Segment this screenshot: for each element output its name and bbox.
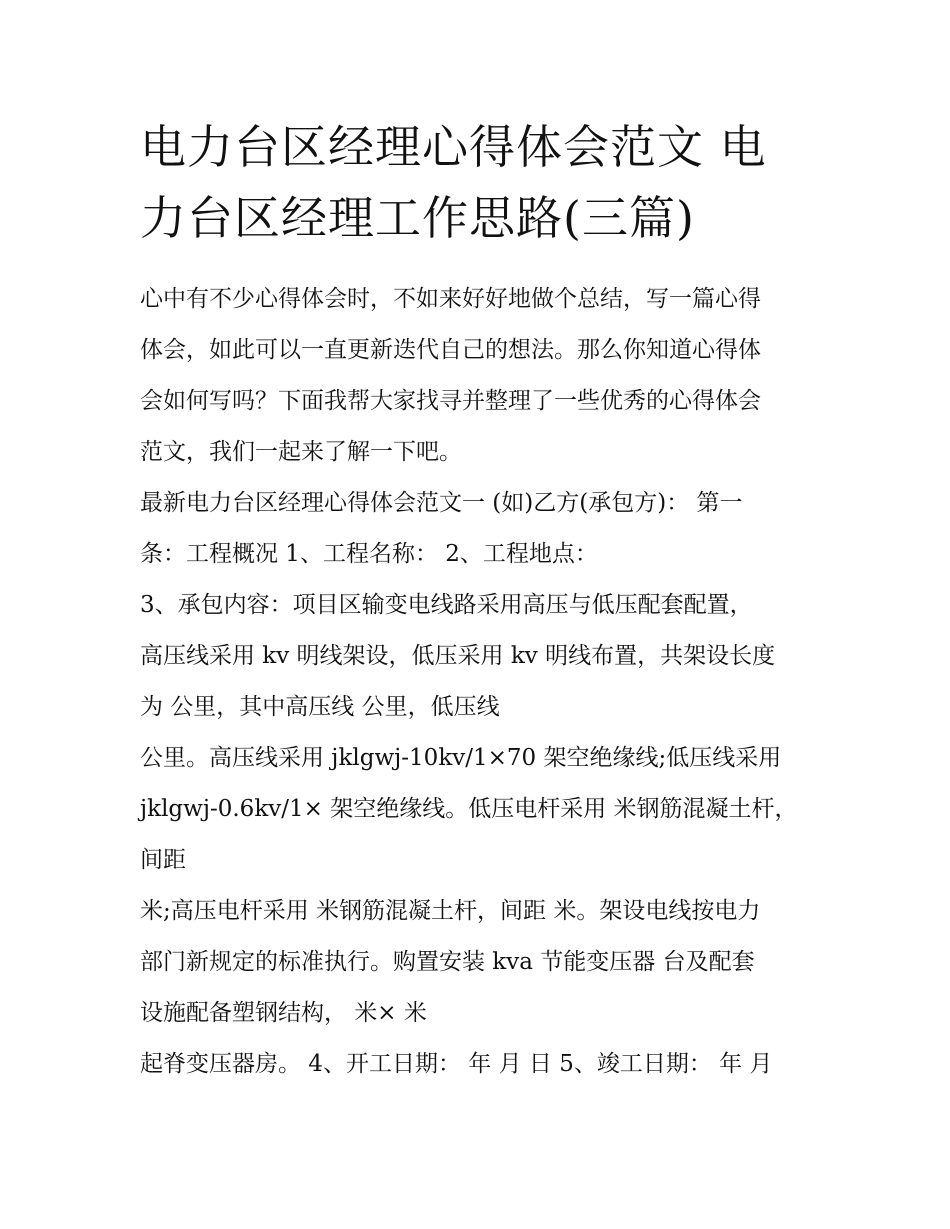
body-line: 公里。高压线采用 jklgwj-10kv/1×70 架空绝缘线;低压线采用	[140, 745, 782, 771]
body-line: 部门新规定的标准执行。购置安装 kva 节能变压器 台及配套	[140, 949, 755, 975]
body-line: 设施配备塑钢结构， 米× 米	[140, 1000, 427, 1026]
body-line: 条：工程概况 1、工程名称： 2、工程地点：	[140, 541, 598, 567]
body-line: 心中有不少心得体会时，不如来好好地做个总结，写一篇心得	[140, 286, 761, 312]
title-line-1: 电力台区经理心得体会范文 电	[140, 120, 767, 174]
body-line: 间距	[140, 847, 186, 873]
body-line: 高压线采用 kv 明线架设，低压采用 kv 明线布置，共架设长度	[140, 643, 776, 669]
body-line: 为 公里，其中高压线 公里，低压线	[140, 694, 500, 720]
title-line-2: 力台区经理工作思路(三篇)	[140, 191, 695, 245]
body-line: 范文，我们一起来了解一下吧。	[140, 439, 462, 465]
body-line: 最新电力台区经理心得体会范文一 (如)乙方(承包方)： 第一	[140, 490, 743, 516]
body-line: jklgwj-0.6kv/1× 架空绝缘线。低压电杆采用 米钢筋混凝土杆，	[140, 796, 798, 822]
document-title	[140, 112, 830, 254]
body-line: 米;高压电杆采用 米钢筋混凝土杆，间距 米。架设电线按电力	[140, 898, 761, 924]
body-line: 3、承包内容：项目区输变电线路采用高压与低压配套配置，	[140, 592, 753, 618]
body-line: 起脊变压器房。 4、开工日期： 年 月 日 5、竣工日期： 年 月	[140, 1051, 773, 1077]
document-body	[140, 274, 830, 1090]
body-line: 体会，如此可以一直更新迭代自己的想法。那么你知道心得体	[140, 337, 761, 363]
body-line: 会如何写吗？下面我帮大家找寻并整理了一些优秀的心得体会	[140, 388, 761, 414]
